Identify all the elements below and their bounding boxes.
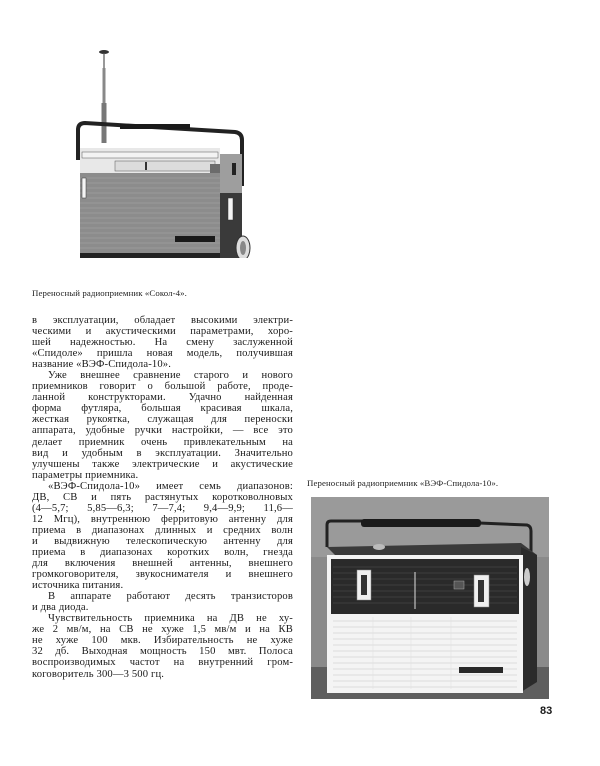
paragraph xyxy=(32,315,293,370)
figure-sokol-4-photo xyxy=(60,48,260,258)
text-line: и выдвижную телескопическую антенну для xyxy=(32,535,293,547)
text-line: ДВ, СВ и пять растянутых коротковолновых xyxy=(32,491,293,503)
text-line: в эксплуатации, обладает высокими электри- xyxy=(32,315,293,326)
text-line: шей надежностью. На смену заслуженной xyxy=(32,337,293,349)
paragraph xyxy=(32,370,293,480)
text-line: форма футляра, большая красивая шкала, xyxy=(32,403,293,415)
text-line: улучшены также электрические и акустические xyxy=(32,458,293,470)
figure-vef-spidola-10-photo xyxy=(311,497,549,699)
text-line: аппарата, удобные ручки настройки, — все это xyxy=(32,425,293,437)
text-line: параметры приемника. xyxy=(32,469,139,481)
text-line: коговоритель 300—3 500 гц. xyxy=(32,668,165,680)
text-line: делает приемник очень привлекательным на xyxy=(32,436,293,448)
left-text-column xyxy=(32,315,293,680)
text-line: источника питания. xyxy=(32,580,124,592)
text-line: вид и удобным в эксплуатации. Значительно xyxy=(32,447,293,459)
text-line: Чувствительность приемника на ДВ не ху- xyxy=(48,613,293,625)
text-line: «ВЭФ-Спидола-10» имеет семь диапазонов: xyxy=(48,480,293,492)
text-line: и два диода. xyxy=(32,602,89,614)
text-line: не хуже 100 мкв. Избирательность не хуже xyxy=(32,635,293,647)
text-line: 32 дб. Выходная мощность 150 мвт. Полоса xyxy=(32,646,293,658)
text-line: громкоговорителя, звукоснимателя и внешнего xyxy=(32,569,293,581)
text-line: же 2 мв/м, на СВ не хуже 1,5 мв/м и на КВ xyxy=(32,624,293,636)
text-line: для включения внешней антенны, внешнего xyxy=(32,558,293,570)
text-line: приема в диапазонах длинных и средних волн xyxy=(32,524,293,536)
text-line: Уже внешнее сравнение старого и нового xyxy=(48,370,293,382)
text-line: жесткая рукоятка, служащая для переноски xyxy=(32,414,293,426)
text-line: ланной конструкторами. Удачно найденная xyxy=(32,392,293,404)
paragraph xyxy=(32,481,293,591)
figure-caption-sokol-4: Переносный радиоприемник «Сокол-4». xyxy=(32,288,187,298)
text-line: название «ВЭФ-Спидола-10». xyxy=(32,359,172,371)
text-line: приемников говорит о большой работе, проде- xyxy=(32,381,293,393)
paragraph xyxy=(32,591,293,613)
text-line: воспроизводимых частот на внутренний гром- xyxy=(32,657,293,669)
figure-caption-vef-spidola-10: Переносный радиоприемник «ВЭФ-Спидола-10». xyxy=(307,478,499,488)
radio-sokol-4-illustration xyxy=(60,48,260,258)
text-line: ческими и акустическими параметрами, хоро- xyxy=(32,326,293,338)
text-line: приема в диапазонах коротких волн, гнезда xyxy=(32,546,293,558)
radio-vef-spidola-10-illustration xyxy=(311,497,549,699)
page-number: 83 xyxy=(540,705,553,717)
text-line: «Спидоле» пришла новая модель, получившая xyxy=(32,348,293,360)
text-line: 12 Мгц), внутреннюю ферритовую антенну для xyxy=(32,513,293,525)
text-line: В аппарате работают десять транзисторов xyxy=(48,591,293,603)
paragraph xyxy=(32,613,293,679)
text-line: (4—5,7; 5,85—6,3; 7—7,4; 9,4—9,9; 11,6— xyxy=(32,502,293,514)
